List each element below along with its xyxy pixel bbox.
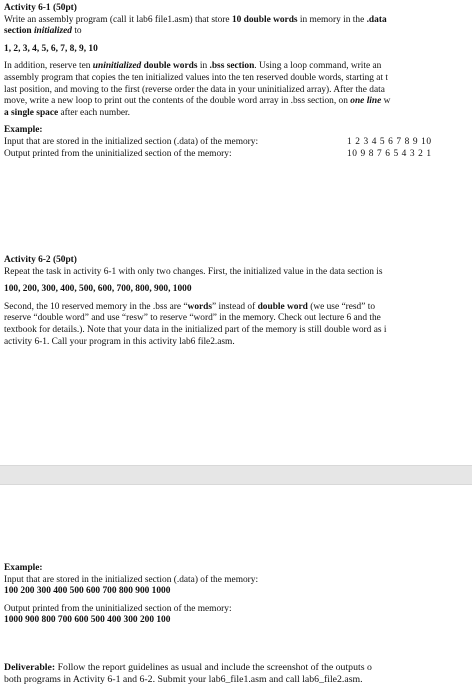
activity-6-2-para2-line1: Second, the 10 reserved memory in the .bss are “words” instead of double word (we use “resd” to <box>4 301 376 312</box>
activity-6-1 <box>4 3 472 160</box>
activity-6-2-para2-line4: activity 6-1. Call your program in this activity lab6 file2.asm. <box>4 336 235 347</box>
example-1-input-label: Input that are stored in the initialized section (.data) of the memory: <box>4 136 259 147</box>
activity-6-1-para2-line2: assembly program that copies the ten initialized values into the ten reserved double words, starting at t <box>4 72 389 83</box>
deliverable <box>4 662 472 685</box>
activity-6-1-values: 1, 2, 3, 4, 5, 6, 7, 8, 9, 10 <box>4 43 98 54</box>
activity-6-2-para2-line2: reserve “double word” and use “resw” to reserve “word” in the memory. Check out lecture 6 and the <box>4 313 381 324</box>
example-1-output-label: Output printed from the uninitialized section of the memory: <box>4 148 232 159</box>
activity-6-2-title: Activity 6-2 (50pt) <box>4 255 77 265</box>
example-1-label: Example: <box>4 125 43 136</box>
activity-6-2-para2-line3: textbook for details.). Note that your data in the initialized part of the memory is still double word as i <box>4 324 387 335</box>
activity-6-2-intro: Repeat the task in activity 6-1 with only two changes. First, the initialized value in the data section is <box>4 266 383 277</box>
example-1-output-row <box>4 149 472 161</box>
deliverable-line2: both programs in Activity 6-1 and 6-2. Submit your lab6_file1.asm and call lab6_file2.asm. <box>4 673 363 685</box>
example-2-label: Example: <box>4 563 43 573</box>
activity-6-2 <box>4 255 472 348</box>
example-2-output-label: Output printed from the uninitialized section of the memory: <box>4 603 232 614</box>
activity-6-1-para2-line4: move, write a new loop to print out the contents of the double word array in .bss section, on one line w <box>4 96 391 107</box>
activity-6-1-intro-line1: Write an assembly program (call it lab6 file1.asm) that store 10 double words in memory in the .data <box>4 14 387 25</box>
deliverable-line1: Deliverable: Follow the report guidelines as usual and include the screenshot of the outputs o <box>4 662 372 673</box>
example-1-input-value: 1 2 3 4 5 6 7 8 9 10 <box>347 136 432 147</box>
activity-6-1-para2-line5: a single space after each number. <box>4 107 131 118</box>
activity-6-1-para2-line1: In addition, reserve ten uninitialized double words in .bss section. Using a loop command, write an <box>4 61 382 72</box>
example-1-output-value: 10 9 8 7 6 5 4 3 2 1 <box>347 148 432 159</box>
example-2-output-value: 1000 900 800 700 600 500 400 300 200 100 <box>4 615 171 626</box>
activity-6-1-para2-line3: last position, and moving to the first (reverse order the data in your uninitialized array). After the data <box>4 84 385 95</box>
activity-6-1-title: Activity 6-1 (50pt) <box>4 3 77 13</box>
example-2-input-value: 100 200 300 400 500 600 700 800 900 1000 <box>4 586 171 597</box>
example-1-input-row <box>4 137 472 149</box>
page-break-divider <box>0 465 472 485</box>
activity-6-2-values: 100, 200, 300, 400, 500, 600, 700, 800, 900, 1000 <box>4 284 192 295</box>
example-2-input-label: Input that are stored in the initialized section (.data) of the memory: <box>4 574 259 585</box>
activity-6-1-intro-line2: section initialized to <box>4 26 82 37</box>
example-2 <box>4 563 472 627</box>
